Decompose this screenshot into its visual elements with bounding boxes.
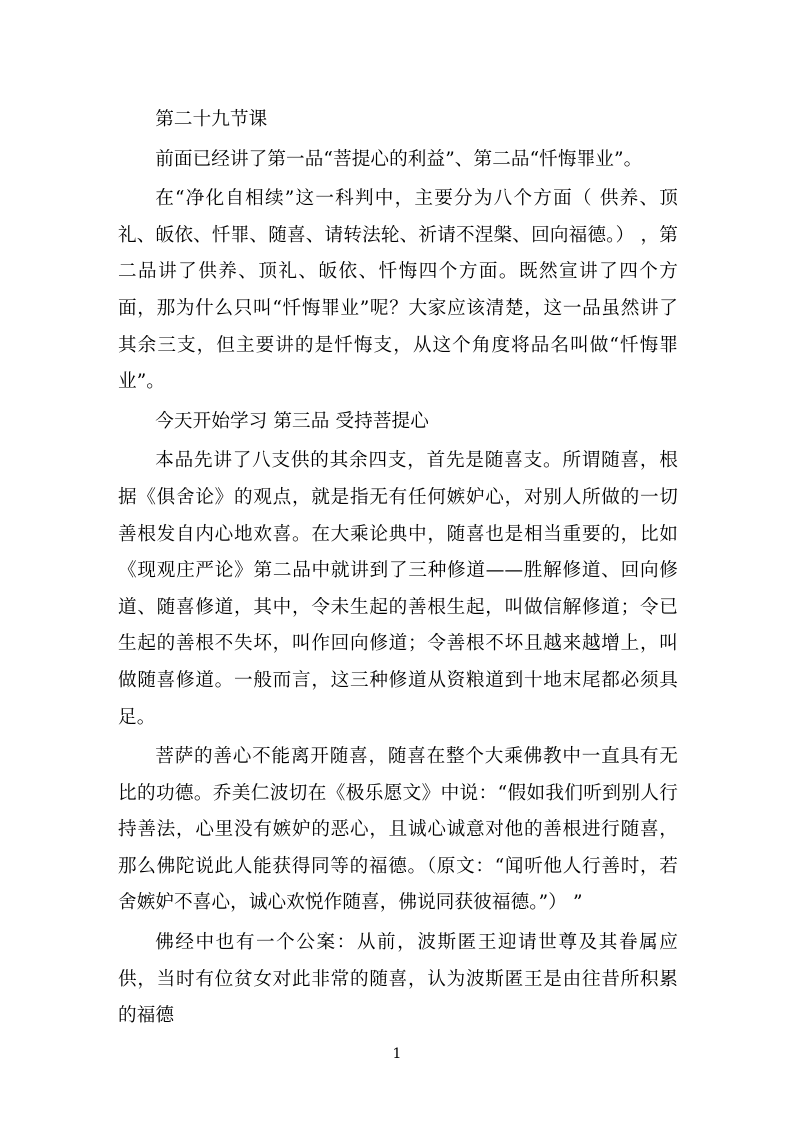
paragraph: 前面已经讲了第一品“菩提心的利益”、第二品“忏悔罪业”。 [155,148,643,170]
section-heading: 今天开始学习 第三品 受持菩提心 [155,410,429,432]
paragraph: 菩萨的善心不能离开随喜，随喜在整个大乘佛教中一直具有无比的功德。乔美仁波切在《极乐愿文》中说：“假如我们听到别人行持善法，心里没有嫉妒的恶心，且诚心诚意对他的善根进行随喜，那么佛陀说此人能获得同等的福德。（原文：“闻听他人行善时，若舍嫉妒不喜心，诚心欢悦作随喜，佛说同获彼福德。”） ” [118,746,678,914]
paragraph: 本品先讲了八支供的其余四支，首先是随喜支。所谓随喜，根据《俱舍论》的观点，就是指无有任何嫉妒心，对别人所做的一切善根发自内心地欢喜。在大乘论典中，随喜也是相当重要的，比如《现观庄严论》第二品中就讲到了三种修道——胜解修道、回向修道、随喜修道，其中，令未生起的善根生起，叫做信解修道；令已生起的善根不失坏，叫作回向修道；令善根不坏且越来越增上，叫做随喜修道。一般而言，这三种修道从资粮道到十地末尾都必须具足。 [118,450,678,728]
document-body [118,102,678,1035]
page-number: 1 [392,1046,402,1062]
paragraph: 在“净化自相续”这一科判中，主要分为八个方面（ 供养、顶礼、皈依、忏罪、随喜、请转法轮、祈请不涅槃、回向福德。） ，第二品讲了供养、顶礼、皈依、忏悔四个方面。既然宣讲了四个方面，那为什么只叫“忏悔罪业”呢？大家应该清楚，这一品虽然讲了其余三支，但主要讲的是忏悔支，从这个角度将品名叫做“忏悔罪业”。 [118,188,678,393]
paragraph: 佛经中也有一个公案：从前，波斯匿王迎请世尊及其眷属应供，当时有位贫女对此非常的随喜，认为波斯匿王是由往昔所积累的福德 [118,932,678,1027]
lesson-title: 第二十九节课 [155,109,268,130]
